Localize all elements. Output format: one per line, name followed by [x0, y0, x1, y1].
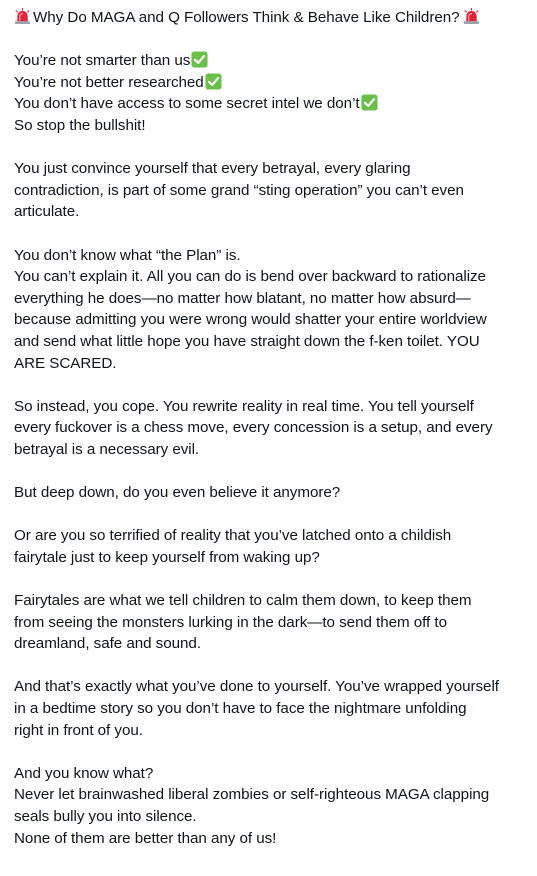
check-mark-icon — [191, 51, 208, 68]
text-span: You’re not smarter than us — [14, 52, 191, 70]
text-line: every fuckover is a chess move, every concession is a setup, and every — [14, 419, 493, 437]
text-line: Fairytales are what we tell children to calm them down, to keep them — [14, 592, 472, 610]
text-line: fairytale just to keep yourself from waking up? — [14, 548, 320, 566]
text-line — [14, 72, 527, 94]
text-line: articulate. — [14, 203, 80, 221]
text-span: You don’t have access to some secret intel we don’t — [14, 95, 360, 113]
text-span: You’re not better researched — [14, 73, 204, 91]
text-line: You just convince yourself that every betrayal, every glaring — [14, 160, 411, 178]
check-mark-icon — [205, 73, 222, 90]
text-line: Or are you so terrified of reality that you’ve latched onto a childish — [14, 527, 452, 545]
text-line: You can’t explain it. All you can do is bend over backward to rationalize — [14, 268, 486, 286]
text-line: everything he does—no matter how blatant, no matter how absurd— — [14, 289, 471, 307]
text-line: betrayal is a necessary evil. — [14, 440, 200, 458]
text-line: You don’t know what “the Plan” is. — [14, 246, 241, 264]
text-line — [14, 50, 527, 72]
text-line: dreamland, safe and sound. — [14, 635, 201, 653]
text-line: ARE SCARED. — [14, 354, 117, 372]
text-line: Never let brainwashed liberal zombies or self-righteous MAGA clapping — [14, 786, 490, 804]
text-line: seals bully you into silence. — [14, 807, 197, 825]
text-line: in a bedtime story so you don’t have to face the nightmare unfolding — [14, 700, 467, 717]
police-light-icon — [463, 8, 480, 25]
text-line: right in front of you. — [14, 721, 143, 739]
text-line: contradiction, is part of some grand “sting operation” you can’t even — [14, 181, 464, 199]
text-line: So stop the bullshit! — [14, 116, 146, 134]
post-title-line — [14, 7, 527, 29]
text-line: and send what little hope you have straight down the f-ken toilet. YOU — [14, 332, 480, 350]
text-line: from seeing the monsters lurking in the dark—to send them off to — [14, 613, 447, 631]
text-line: So instead, you cope. You rewrite reality in real time. You tell yourself — [14, 397, 474, 415]
text-line: But deep down, do you even believe it anymore? — [14, 484, 341, 502]
text-line: And you know what? — [14, 764, 154, 782]
post-title: Why Do MAGA and Q Followers Think & Behave Like Children? — [33, 9, 460, 26]
text-line: None of them are better than any of us! — [14, 829, 277, 847]
text-line: because admitting you were wrong would shatter your entire worldview — [14, 311, 487, 329]
check-mark-icon — [361, 94, 378, 111]
text-line: And that’s exactly what you’ve done to yourself. You’ve wrapped yourself — [14, 678, 499, 696]
text-line — [14, 93, 527, 115]
police-light-icon — [14, 8, 31, 25]
